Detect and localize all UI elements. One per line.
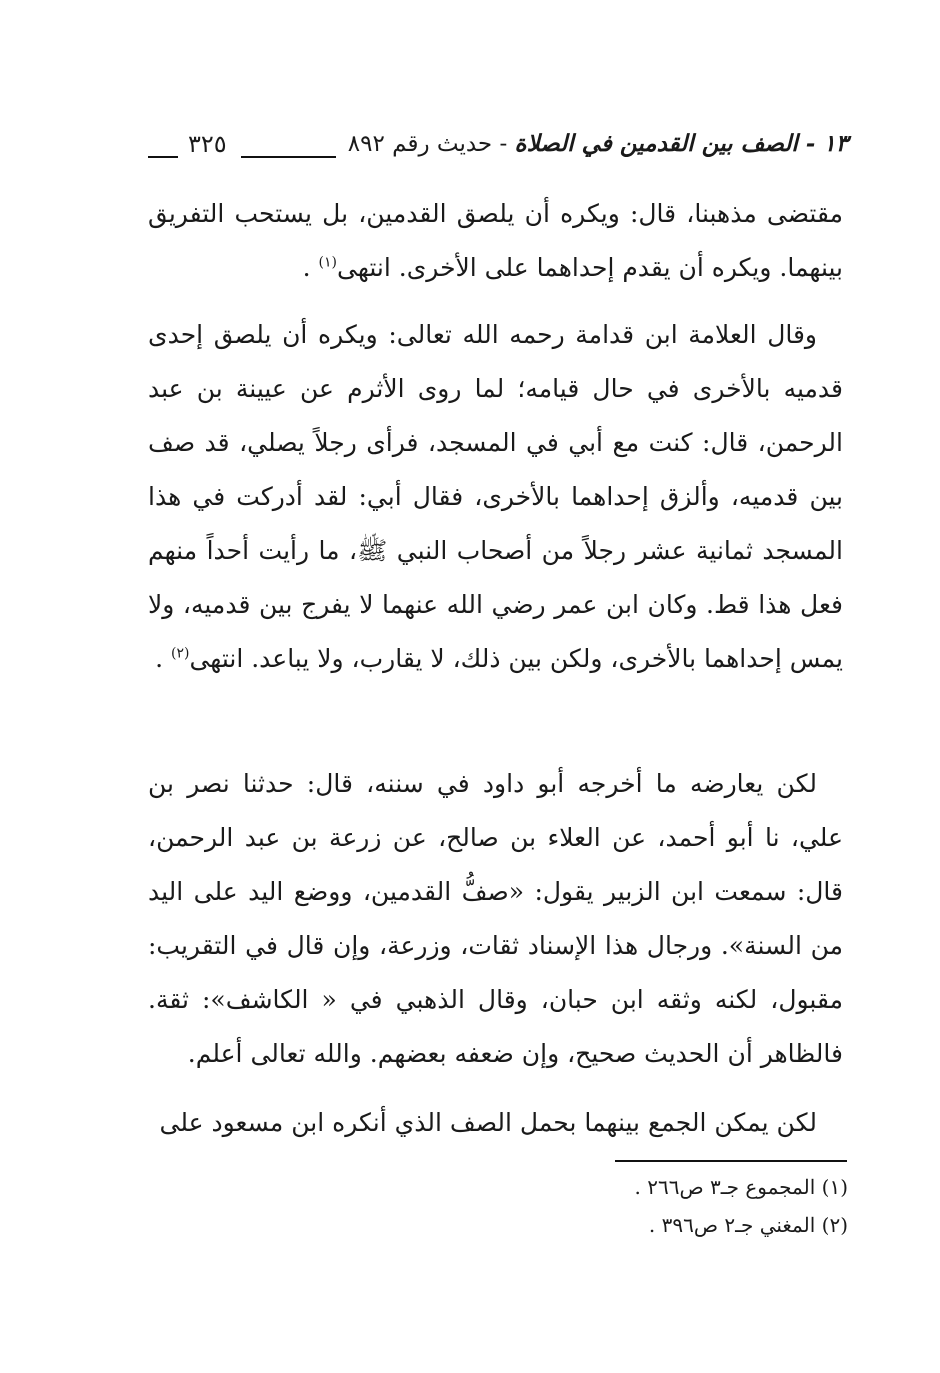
paragraph-4-text: لكن يمكن الجمع بينهما بحمل الصف الذي أنكره ابن مسعود على bbox=[159, 1108, 817, 1137]
running-header bbox=[148, 118, 848, 158]
body-text bbox=[148, 187, 843, 295]
paragraph-2-tail: . bbox=[155, 644, 171, 673]
chapter-title: ١٣ - الصف بين القدمين في الصلاة bbox=[514, 130, 848, 157]
header-title bbox=[348, 132, 848, 158]
paragraph-1-text: مقتضى مذهبنا، قال: ويكره أن يلصق القدمين، بل يستحب التفريق بينهما. ويكره أن يقدم إحداهما على الأخرى. انتهى bbox=[148, 199, 843, 282]
paragraph-4 bbox=[148, 1096, 843, 1150]
body-text-3 bbox=[148, 757, 843, 1081]
footnote-2: (٢) المغني جـ٢ ص٣٩٦ . bbox=[648, 1213, 848, 1237]
paragraph-3-text: لكن يعارضه ما أخرجه أبو داود في سننه، قال: حدثنا نصر بن علي، نا أبو أحمد، عن العلاء بن صالح، عن زرعة بن عبد الرحمن، قال: سمعت ابن الزبير يقول: «صفُّ القدمين، ووضع اليد على اليد من السنة». ورجال هذا الإسناد ثقات، وزرعة، وإن قال في التقريب: مقبول، لكنه وثقه ابن حبان، وقال الذهبي في « الكاشف»: ثقة. فالظاهر أن الحديث صحيح، وإن ضعفه بعضهم. والله تعالى أعلم. bbox=[148, 769, 843, 1068]
footnote-1: (١) المجموع جـ٣ ص٢٦٦ . bbox=[634, 1175, 848, 1199]
paragraph-2 bbox=[148, 308, 843, 686]
paragraph-2-text: وقال العلامة ابن قدامة رحمه الله تعالى: ويكره أن يلصق إحدى قدميه بالأخرى في حال قيامه؛ لما روى الأثرم عن عيينة بن عبد الرحمن، قال: كنت مع أبي في المسجد، فرأى رجلاً يصلي، قد صف بين قدميه، وألزق إحداهما بالأخرى، فقال أبي: لقد أدركت في هذا المسجد ثمانية عشر رجلاً من أصحاب النبي ﷺ، ما رأيت أحداً منهم فعل هذا قط. وكان ابن عمر رضي الله عنهما لا يفرج بين قدميه، ولا يمس إحداهما بالأخرى، ولكن بين ذلك، لا يقارب، ولا يباعد. انتهى bbox=[148, 320, 843, 673]
header-rule bbox=[241, 156, 336, 158]
footnote-separator bbox=[615, 1160, 847, 1162]
body-text-2 bbox=[148, 308, 843, 686]
hadith-reference: - حديث رقم ٨٩٢ bbox=[347, 131, 508, 157]
paragraph-1-tail: . bbox=[302, 253, 319, 282]
header-rule-tail bbox=[148, 156, 178, 158]
paragraph-3 bbox=[148, 757, 843, 1081]
footnotes bbox=[300, 1168, 848, 1244]
footnote-ref-2: (٢) bbox=[170, 645, 190, 662]
paragraph-1 bbox=[148, 187, 843, 295]
footnote-ref-1: (١) bbox=[318, 254, 338, 271]
page-number: ٣٢٥ bbox=[188, 130, 227, 158]
body-text-4 bbox=[148, 1096, 843, 1150]
